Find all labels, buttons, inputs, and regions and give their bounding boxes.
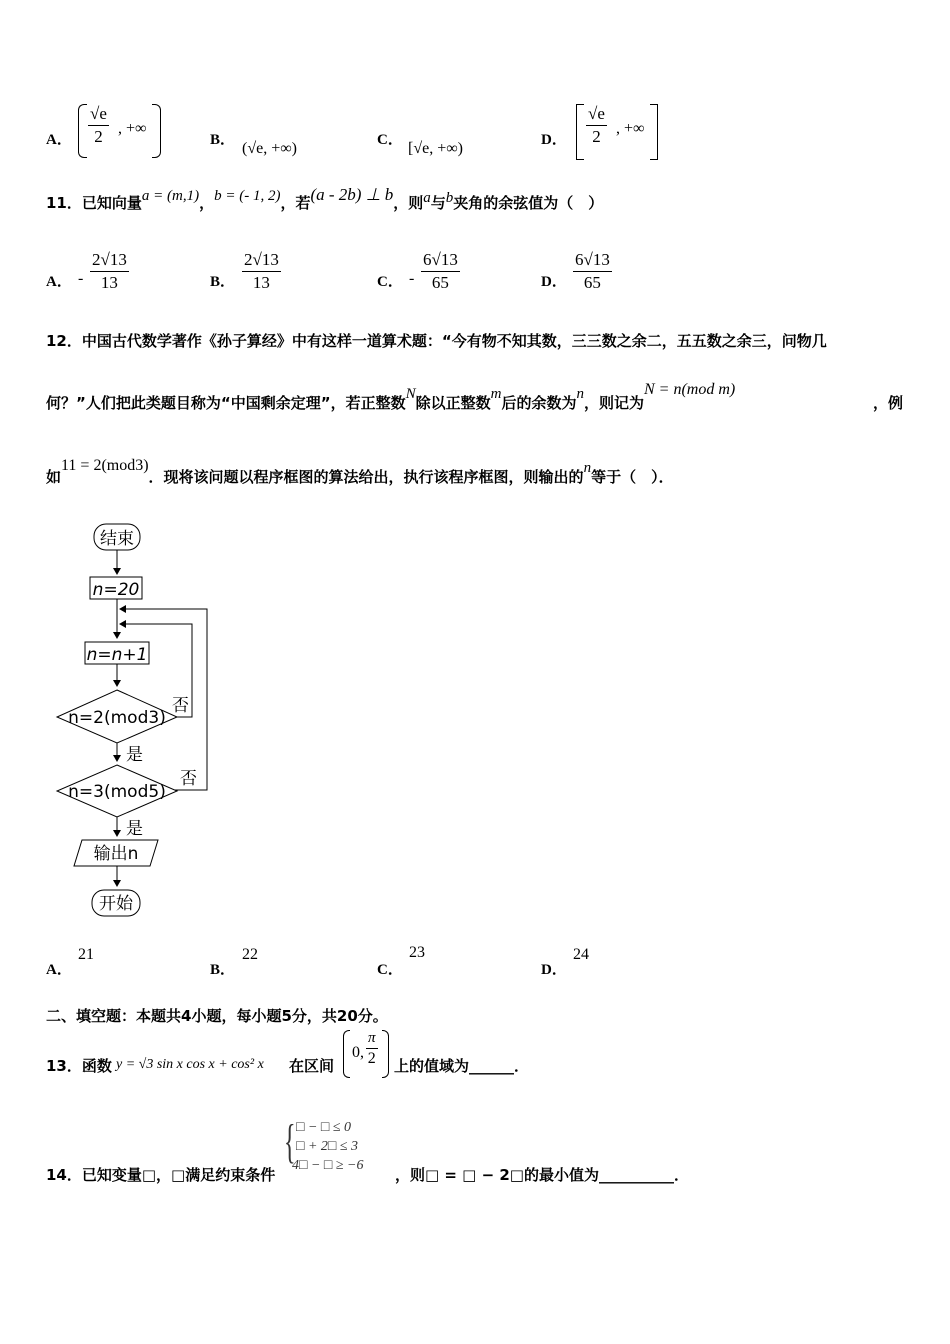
q10-option-b-text: (√e, +∞): [242, 140, 297, 157]
q10-a-tail: , +∞: [118, 120, 147, 137]
q13-right-paren: [382, 1030, 389, 1078]
q10-a-fraction: [88, 104, 109, 147]
q11-vec-b: b = (- 1, 2): [214, 188, 281, 204]
q12-option-d-value: 24: [573, 946, 589, 963]
flow-start-text: 结束: [100, 529, 134, 549]
q13-interval-left: 0,: [352, 1044, 364, 1061]
q14-prefix: 14．已知变量□，□满足约束条件: [46, 1166, 276, 1184]
q11-option-a-label: A．: [46, 274, 72, 290]
q12-option-a-label: A．: [46, 962, 72, 978]
q11-option-c-sign: -: [409, 270, 415, 287]
q11-d-den: 65: [583, 273, 601, 292]
q12-flowchart: [50, 518, 220, 923]
flow-no1-text: 否: [172, 696, 189, 716]
q10-a-num: √e: [88, 104, 109, 126]
q10-d-right-paren: [650, 104, 658, 160]
q10-option-b-label: B．: [210, 132, 236, 148]
q11-option-d-fraction: [573, 250, 612, 293]
q10-a-den: 2: [94, 127, 103, 146]
q11-prefix: 11．已知向量: [46, 194, 142, 212]
q11-a-den: 13: [100, 273, 118, 292]
q11-option-b-fraction: [242, 250, 281, 293]
flow-step-text: n=n+1: [86, 645, 148, 665]
q12-formula: N = n(mod m): [643, 381, 736, 398]
q11-option-b-label: B．: [210, 274, 236, 290]
flow-output-text: 输出n: [93, 844, 139, 864]
q11-b: b: [445, 190, 454, 206]
q10-option-d-label: D．: [541, 132, 567, 148]
q11-mid2: ，则: [393, 194, 424, 212]
q13-two: 2: [367, 1050, 376, 1067]
q11-sep: ，: [199, 194, 215, 212]
q14-suffix: ，则□ = □ − 2□的最小值为__________．: [395, 1166, 689, 1184]
q11-mid1: ，若: [280, 194, 311, 212]
q13-pi-over-2: [366, 1030, 378, 1068]
flow-yes1-text: 是: [126, 745, 143, 765]
q12-option-b-label: B．: [210, 962, 236, 978]
q10-option-a-label: A．: [46, 132, 72, 148]
q11-d-num: 6√13: [573, 250, 612, 272]
q13-pi: π: [366, 1030, 378, 1049]
q10-d-left-bracket: [576, 104, 584, 160]
q11-option-c-label: C．: [377, 274, 403, 290]
q10-d-fraction: [586, 104, 607, 147]
q11-option-a-fraction: [90, 250, 129, 293]
q12-option-c-label: C．: [377, 962, 403, 978]
q12-line2: [46, 381, 736, 413]
q12-option-b-value: 22: [242, 946, 258, 963]
q14-constraint-3: 4□ − □ ≥ −6: [292, 1158, 364, 1173]
q11-condition: (a - 2b) ⊥ b: [310, 185, 394, 204]
q14-constraint-1: □ − □ ≤ 0: [296, 1120, 352, 1135]
q11-suffix: 夹角的余弦值为（ ）: [453, 194, 604, 212]
q14-constraint-2: □ + 2□ ≤ 3: [296, 1139, 359, 1154]
q13-suffix: 上的值域为______．: [394, 1057, 530, 1075]
q12-line2-a: 何？”人们把此类题目称为“中国剩余定理”，若正整数: [46, 394, 406, 412]
q11-a: a: [423, 190, 431, 206]
q11-c-den: 65: [431, 273, 449, 292]
flow-cond1-text: n=2(mod3): [68, 708, 166, 728]
q12-line3-c: 等于（ ）．: [591, 468, 674, 486]
q10-d-den: 2: [592, 127, 601, 146]
q12-n-2: n: [583, 460, 592, 476]
q12-line3: [46, 457, 674, 487]
q12-n: n: [576, 386, 584, 402]
flow-no2-text: 否: [180, 769, 197, 789]
q12-line1: 12．中国古代数学著作《孙子算经》中有这样一道算术题：“今有物不知其数，三三数之余二，五五数之余三，问物几: [46, 332, 827, 350]
q12-option-d-label: D．: [541, 962, 567, 978]
q12-line2-c: 后的余数为: [501, 394, 577, 412]
q11-option-c-fraction: [421, 250, 460, 293]
q13-left-paren: [343, 1030, 350, 1078]
q10-a-left-paren: [78, 104, 87, 158]
q12-line2-b: 除以正整数: [415, 394, 491, 412]
q10-option-c-text: [√e, +∞): [408, 140, 463, 157]
q12-N: N: [405, 386, 416, 402]
flow-init-text: n=20: [92, 580, 140, 600]
q10-d-num: √e: [586, 104, 607, 126]
q11-c-num: 6√13: [421, 250, 460, 272]
q12-option-a-value: 21: [78, 946, 94, 963]
flow-yes2-text: 是: [126, 819, 143, 839]
q12-example: 11 = 2(mod3): [61, 457, 149, 474]
q12-line3-a: 如: [46, 468, 62, 486]
section-2-heading: 二、填空题：本题共4小题，每小题5分，共20分。: [46, 1007, 388, 1025]
q13-mid: 在区间: [289, 1057, 335, 1075]
q11-a-num: 2√13: [90, 250, 129, 272]
q11-b-den: 13: [252, 273, 270, 292]
q11-b-num: 2√13: [242, 250, 281, 272]
q12-option-c-value: 23: [409, 944, 425, 961]
flow-end-text: 开始: [99, 894, 133, 914]
q12-line3-b: ．现将该问题以程序框图的算法给出，执行该程序框图，则输出的: [148, 468, 584, 486]
q14-brace: {: [284, 1115, 296, 1168]
q12-m: m: [490, 386, 502, 402]
q12-line2-d: ，则记为: [583, 394, 644, 412]
q12-line2-e: ，例: [873, 394, 904, 412]
q11-vec-a: a = (m,1): [141, 188, 200, 204]
flow-cond2-text: n=3(mod5): [68, 782, 166, 802]
q10-option-c-label: C．: [377, 132, 403, 148]
q11-option-a-sign: -: [78, 270, 84, 287]
q10-d-tail: , +∞: [616, 120, 645, 137]
q11-yu: 与: [430, 194, 446, 212]
q13-function: y = √3 sin x cos x + cos² x: [116, 1057, 264, 1072]
q11-stem: [46, 185, 604, 213]
q11-option-d-label: D．: [541, 274, 567, 290]
q13-prefix: 13．函数: [46, 1057, 112, 1075]
q10-a-right-paren: [152, 104, 161, 158]
